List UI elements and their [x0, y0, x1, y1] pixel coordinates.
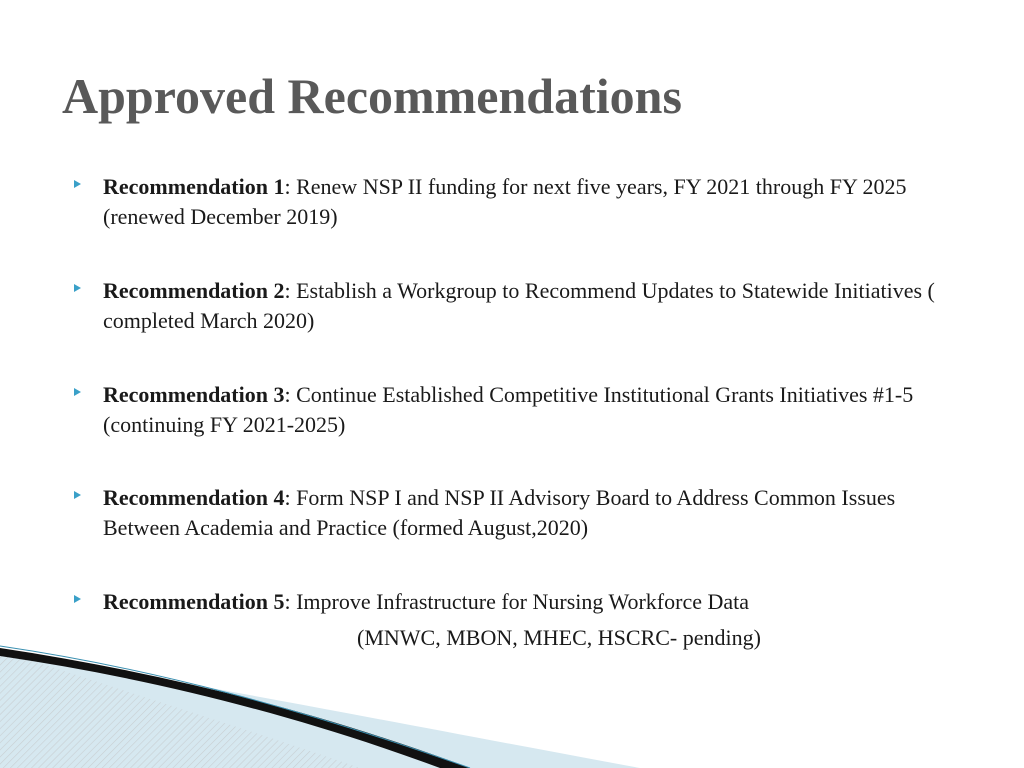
recommendation-body: : Renew NSP II funding for next five years, FY 2021 through FY 2025 (renewed December 2019) [103, 174, 907, 229]
bullet-text [103, 587, 963, 617]
bullet-text [103, 483, 963, 543]
recommendation-5-subline: (MNWC, MBON, MHEC, HSCRC- pending) [357, 625, 761, 650]
slide-title: Approved Recommendations [62, 68, 682, 124]
triangle-bullet-icon [74, 180, 81, 188]
bullet-text [103, 380, 963, 440]
recommendation-label: Recommendation 1 [103, 174, 285, 199]
bullet-text [103, 276, 963, 336]
triangle-bullet-icon [74, 388, 81, 396]
triangle-bullet-icon [74, 491, 81, 499]
recommendation-body: : Continue Established Competitive Institutional Grants Initiatives #1-5 (continuing FY 2021-2025) [103, 382, 914, 437]
bullet-text [103, 172, 963, 232]
recommendation-body: : Improve Infrastructure for Nursing Workforce Data [284, 589, 750, 614]
triangle-bullet-icon [74, 284, 81, 292]
recommendation-body: : Form NSP I and NSP II Advisory Board to Address Common Issues Between Academia and Practice (formed August,2020) [103, 485, 896, 540]
recommendation-label: Recommendation 5 [103, 589, 285, 614]
triangle-bullet-icon [74, 595, 81, 603]
recommendation-label: Recommendation 4 [103, 485, 285, 510]
recommendation-body: : Establish a Workgroup to Recommend Updates to Statewide Initiatives ( completed March 2020) [103, 278, 935, 333]
recommendation-label: Recommendation 2 [103, 278, 285, 303]
recommendation-label: Recommendation 3 [103, 382, 285, 407]
